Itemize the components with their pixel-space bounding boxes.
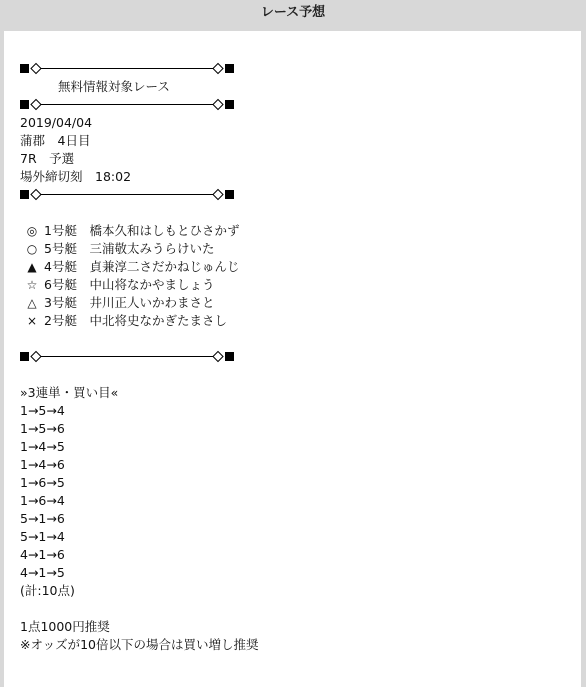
combo-line: 1→5→4 xyxy=(20,403,65,418)
pick-mark: ○ xyxy=(26,242,38,256)
separator-line xyxy=(20,96,560,114)
deadline: 場外締切刻 18:02 xyxy=(20,169,132,184)
headline: 無料情報対象レース xyxy=(58,79,170,94)
pick-mark: ☆ xyxy=(26,278,38,292)
combo-line: 5→1→4 xyxy=(20,529,65,544)
prediction-text xyxy=(20,60,560,654)
pick-text: 6号艇 中山将なかやましょう xyxy=(44,277,215,292)
race-number: 7R 予選 xyxy=(20,151,75,166)
pick-text: 2号艇 中北将史なかぎたまさし xyxy=(44,313,227,328)
spacer xyxy=(20,330,560,348)
spacer xyxy=(20,366,560,384)
race-date: 2019/04/04 xyxy=(20,115,93,130)
pick-text: 4号艇 貞兼淳二さだかねじゅんじ xyxy=(44,259,240,274)
combo-line: 1→6→5 xyxy=(20,475,65,490)
pick-row xyxy=(20,258,560,276)
odds-note: ※オッズが10倍以下の場合は買い増し推奨 xyxy=(20,637,259,652)
window-title: レース予想 xyxy=(260,5,326,20)
combo-line: 1→4→6 xyxy=(20,457,65,472)
pick-row xyxy=(20,276,560,294)
stake-recommendation: 1点1000円推奨 xyxy=(20,619,110,634)
pick-text: 3号艇 井川正人いかわまさと xyxy=(44,295,215,310)
bet-heading: »3連単・買い目« xyxy=(20,385,119,400)
separator-line xyxy=(20,186,560,204)
separator-line xyxy=(20,60,560,78)
combo-total: (計:10点) xyxy=(20,583,75,598)
combo-line: 5→1→6 xyxy=(20,511,65,526)
separator-line xyxy=(20,348,560,366)
pick-mark: △ xyxy=(27,296,37,310)
pick-mark: × xyxy=(26,314,38,328)
pick-row xyxy=(20,240,560,258)
spacer xyxy=(20,600,560,618)
pick-mark: ◎ xyxy=(26,224,38,238)
venue-day: 蒲郡 4日目 xyxy=(20,133,91,148)
pick-text: 1号艇 橋本久和はしもとひさかず xyxy=(44,223,240,238)
content-panel xyxy=(4,31,581,687)
combo-line: 1→4→5 xyxy=(20,439,65,454)
spacer xyxy=(20,204,560,222)
pick-text: 5号艇 三浦敬太みうらけいた xyxy=(44,241,215,256)
combo-line: 4→1→5 xyxy=(20,565,65,580)
combo-line: 4→1→6 xyxy=(20,547,65,562)
combo-line: 1→6→4 xyxy=(20,493,65,508)
combo-line: 1→5→6 xyxy=(20,421,65,436)
pick-mark: ▲ xyxy=(27,260,37,274)
pick-row xyxy=(20,312,560,330)
pick-row xyxy=(20,222,560,240)
pick-row xyxy=(20,294,560,312)
